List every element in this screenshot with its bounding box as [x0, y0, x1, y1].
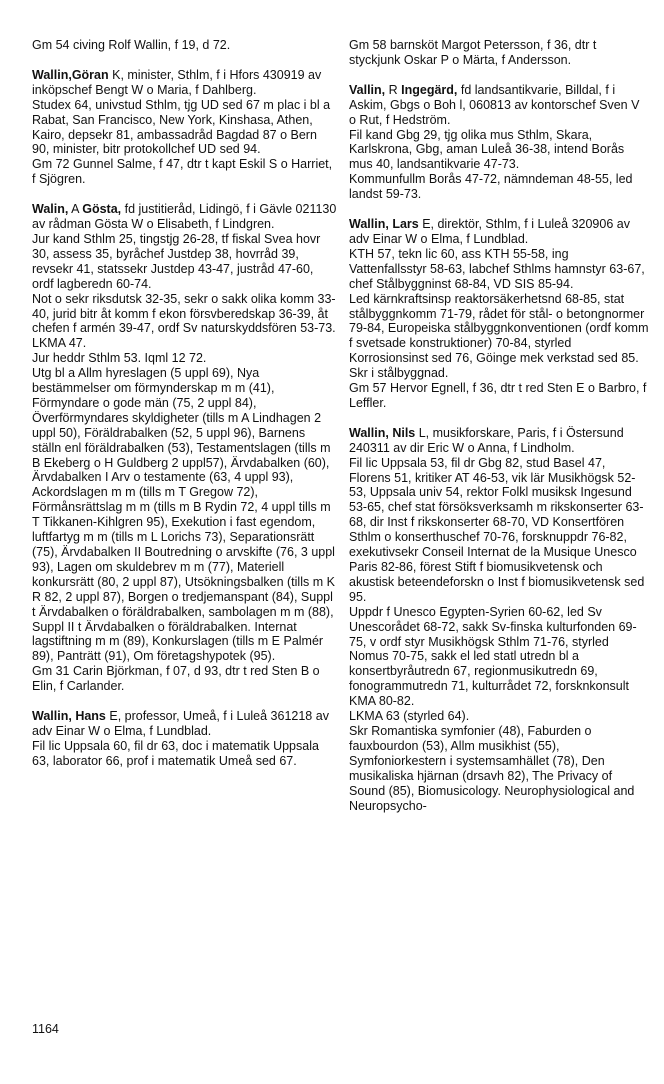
entry-summary: K, minister, Sthlm, f i Hfors 430919 av inköpschef Bengt W o Maria, f Dahlberg. [32, 67, 322, 97]
entry-paragraph: Not o sekr riksdutsk 32-35, sekr o sakk olika komm 33-40, jurid bitr åt komm f ekon försvberedskap 36-39, åt chefen f armén 39-47, ordf Sv naturskyddsfören 53-73. [32, 291, 336, 336]
entry-paragraph: Fil kand Gbg 29, tjg olika mus Sthlm, Skara, Karlskrona, Gbg, aman Luleå 36-38, intend Borås mus 40, landsantikvarie 47-73. [349, 127, 625, 172]
entry-text: Gm 58 barnsköt Margot Petersson, f 36, dtr t styckjunk Oskar P o Märta, f Andersson. [349, 38, 597, 67]
entry-paragraph: Fil lic Uppsala 60, fil dr 63, doc i matematik Uppsala 63, laborator 66, prof i matematik Umeå sed 67. [32, 738, 319, 768]
entry-header [32, 202, 337, 232]
surname: Vallin, [349, 82, 386, 97]
entry-paragraph: Jur heddr Sthlm 53. Iqml 12 72. [32, 351, 207, 366]
page-number: 1164 [32, 1022, 59, 1036]
entry-paragraph: LKMA 47. [32, 336, 87, 351]
left-column [32, 38, 337, 784]
entry-summary: E, direktör, Sthlm, f i Luleå 320906 av adv Einar W o Elma, f Lundblad. [349, 217, 630, 246]
entry-summary: fd landsantikvarie, Billdal, f i Askim, Gbgs o Boh l, 060813 av kontorschef Sven V o Rut, f Hedström. [349, 82, 640, 127]
entry-header [32, 709, 337, 739]
entry-vallin-ingegard [349, 83, 649, 202]
entry-paragraph: Gm 57 Hervor Egnell, f 36, dtr t red Sten E o Barbro, f Leffler. [349, 381, 647, 410]
entry-wallin-hans [32, 709, 337, 769]
entry-wallin-lars [349, 217, 649, 411]
entry-wallin-nils [349, 426, 649, 814]
entry-header [349, 217, 649, 247]
surname: Wallin, [32, 67, 72, 82]
entry-paragraph: Skr Romantiska symfonier (48), Faburden o fauxbourdon (53), Allm musikhist (55), Symfoniorkestern i systemsamhället (78), Den musikaliska hjärnan (drsavh 82), The Privacy of Sound (85), Biomusicology. Neurophysiological and Neuropsycho- [349, 723, 635, 813]
entry-header [349, 426, 649, 456]
given-name: Gösta, [82, 202, 122, 217]
entry-paragraph: Fil lic Uppsala 53, fil dr Gbg 82, stud Basel 47, Florens 51, kritiker AT 46-53, vik lär Musikhögsk 52-53, Uppsala univ 54, rektor Folkl musiksk Ingesund 53-65, chef stat försöksverksamh m rikskonserter 63-68, dir Inst f rikskonserter 68-70, VD Konsertfören Sthlm o konserthuschef 70-76, forsknuppdr 76-82, exekutivsekr Conseil Internat de la Musique Unesco Paris 82-86, förest Stift f biomusikvetensk och akustisk beteendeforskn o Inst f biomusikvetensk sed 95. [349, 455, 645, 604]
entry-text: Gm 54 civing Rolf Wallin, f 19, d 72. [32, 38, 231, 52]
entry-header [32, 68, 337, 98]
entry-header [349, 83, 649, 128]
initials: A [68, 202, 83, 217]
entry-paragraph: Kommunfullm Borås 47-72, nämndeman 48-55, led landst 59-73. [349, 172, 633, 202]
entry-paragraph: Led kärnkraftsinsp reaktorsäkerhetsnd 68-85, stat stålbyggnkomm 71-79, rådet för stål- o betongnormer 79-84, Europeiska stålbyggnkonventionen (ordf komm f svetsade konstruktioner) 70-84, styrled Korrosionsinst sed 76, Göinge mek verkstad sed 85. [349, 291, 649, 366]
entry-paragraph: KTH 57, tekn lic 60, ass KTH 55-58, ing Vattenfallsstyr 58-63, labchef Sthlms hamnstyr 63-67, chef Stålbyggninst 68-84, VD SIS 85-94. [349, 246, 645, 291]
initials: R [385, 82, 402, 97]
entry-summary: fd justitieråd, Lidingö, f i Gävle 021130 av rådman Gösta W o Elisabeth, f Lindgren. [32, 202, 337, 232]
surname: Wallin, [349, 217, 389, 232]
entry-paragraph: Utg bl a Allm hyreslagen (5 uppl 69), Nya bestämmelser om förmynderskap m m (41), Förmyndare o gode män (75, 2 uppl 84), Överförmyndares skyldigheter (tills m A Lindhagen 2 uppl 50), Föräldrabalken (52, 5 uppl 96), Barnens ställn enl föräldrabalken (53), Testamentslagen (tills m B Ekeberg o H Guldberg 2 uppl57), Ärvdabalken (60), Ärvdabalken I Arv o testamente (63, 4 uppl 93), Ackordslagen m m (tills m T Gregow 72), Förmånsrättslag m m (tills m B Rydin 72, 4 uppl tills m T Tikkanen-Kihlgren 95), Exekution i fast egendom, luftfartyg m m (tills m L Lorichs 73), Separationsrätt (75), Ärvdabalken II Boutredning o arvskifte (76, 3 uppl 93), Lagen om skuldebrev m m (77), Materiell konkursrätt (80, 2 uppl 87), Utsökningsbalken (tills m K R 82, 2 uppl 87), Borgen o tredjemanspant (84), Suppl t Ärvdabalken o föräldrabalken, sambolagen m m (88), Suppl II t Ärvdabalken o föräldrabalken. Internat lagstiftning m m (89), Konkurslagen (tills m E Palmér 89), Panträtt (91), Om företagshypotek (95). [32, 366, 335, 664]
entry-wallin-goran [32, 68, 337, 187]
entry-paragraph: Jur kand Sthlm 25, tingstjg 26-28, tf fiskal Svea hovr 30, assess 35, byråchef Justdep 38, hovrråd 39, revsekr 41, statssekr Justdep 43-47, justråd 47-60, ordf lagberedn 60-74. [32, 231, 321, 291]
entry-paragraph: Studex 64, univstud Sthlm, tjg UD sed 67 m plac i bl a Rabat, San Francisco, New York, Kinshasa, Athen, Kairo, depsekr 81, ambassadråd Bagdad 87 o Bern 90, minister, bitr protokollchef UD sed 94. [32, 97, 331, 157]
entry-continuation-left [32, 38, 337, 53]
right-column [349, 38, 649, 828]
entry-walin-gosta [32, 202, 337, 694]
given-name: Lars [392, 217, 419, 232]
entry-paragraph: Skr i stålbyggnad. [349, 366, 449, 381]
given-name: Ingegärd, [401, 82, 458, 97]
given-name: Hans [75, 709, 106, 724]
entry-paragraph: Gm 72 Gunnel Salme, f 47, dtr t kapt Eskil S o Harriet, f Sjögren. [32, 157, 333, 187]
surname: Walin, [32, 202, 69, 217]
entry-summary: L, musikforskare, Paris, f i Östersund 240311 av dir Eric W o Anna, f Lindholm. [349, 425, 624, 455]
entry-paragraph: Uppdr f Unesco Egypten-Syrien 60-62, led Sv Unescorådet 68-72, sakk Sv-finska kulturfonden 69-75, v ordf styr Musikhögsk Sthlm 71-76, styrled Nomus 70-75, sakk el led statl utredn bl a konsertbyråutredn 67, regionmusikutredn 69, fonogrammutredn 71, kulturrådet 72, forsknkonsult KMA 80-82. [349, 604, 637, 709]
given-name: Nils [392, 425, 416, 440]
entry-continuation-right [349, 38, 649, 68]
entry-summary: E, professor, Umeå, f i Luleå 361218 av adv Einar W o Elma, f Lundblad. [32, 709, 329, 738]
surname: Wallin, [349, 425, 389, 440]
entry-paragraph: LKMA 63 (styrled 64). [349, 709, 470, 724]
entry-paragraph: Gm 31 Carin Björkman, f 07, d 93, dtr t red Sten B o Elin, f Carlander. [32, 664, 320, 694]
surname: Wallin, [32, 709, 72, 724]
given-name: Göran [71, 67, 109, 82]
